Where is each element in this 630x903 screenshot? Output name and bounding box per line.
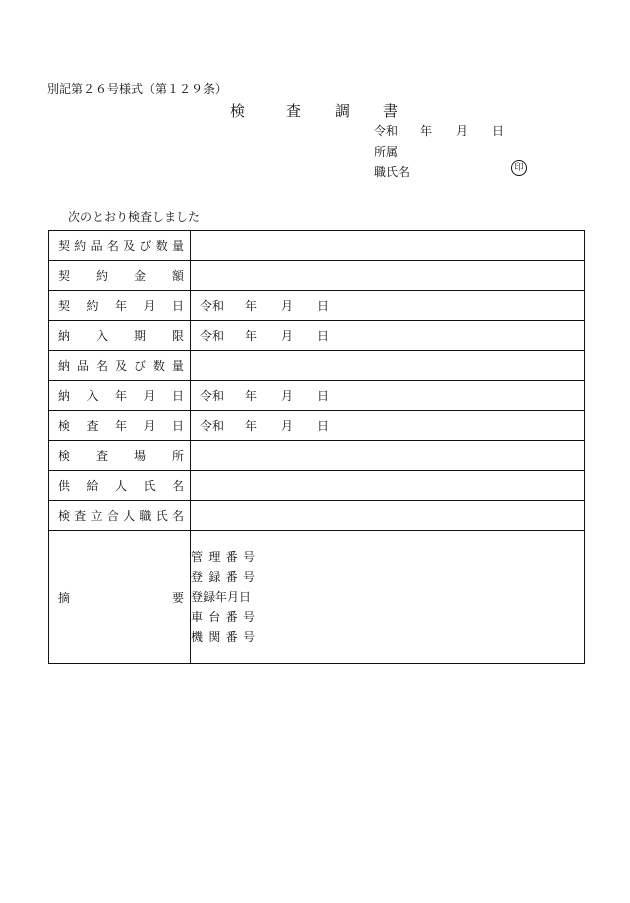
value-field[interactable] xyxy=(191,441,585,471)
label-char: 契 xyxy=(58,299,71,313)
date-part: 年 xyxy=(245,329,258,343)
date-part: 月 xyxy=(281,299,294,313)
table-row xyxy=(49,381,585,411)
label-char: 名 xyxy=(106,239,119,253)
label-char: 給 xyxy=(86,479,99,493)
header-date xyxy=(374,122,504,139)
label-char: 査 xyxy=(95,449,108,463)
date-field[interactable] xyxy=(191,411,585,441)
name-label: 職氏名 xyxy=(374,165,411,179)
row-label xyxy=(49,321,191,351)
label-char: 期 xyxy=(133,329,146,343)
inspection-table xyxy=(48,230,585,664)
remarks-row xyxy=(49,531,585,664)
date-part: 年 xyxy=(245,299,258,313)
label-char: 日 xyxy=(171,299,184,313)
label-char: 立 xyxy=(90,509,103,523)
remarks-char: 車 xyxy=(191,610,204,624)
label-char: 入 xyxy=(86,389,99,403)
date-part: 令和 xyxy=(200,329,225,343)
remarks-item xyxy=(191,567,255,587)
seal-mark: 印 xyxy=(511,160,527,176)
remarks-char: 番 xyxy=(225,570,238,584)
department-label: 所属 xyxy=(374,145,399,159)
remarks-char: 登 xyxy=(191,570,204,584)
label-char: 合 xyxy=(106,509,119,523)
label-char: 検 xyxy=(58,509,71,523)
remarks-char: 理 xyxy=(208,550,221,564)
label-char: 名 xyxy=(171,479,184,493)
remarks-char: 登録年月日 xyxy=(191,590,252,604)
title-char: 査 xyxy=(286,102,302,120)
date-part: 令和 xyxy=(200,419,225,433)
label-char: 品 xyxy=(76,359,89,373)
label-char: 検 xyxy=(58,419,71,433)
date-field[interactable] xyxy=(191,381,585,411)
year-label: 年 xyxy=(420,124,433,138)
month-label: 月 xyxy=(456,124,469,138)
value-field[interactable] xyxy=(191,351,585,381)
form-number-label: 別記第２６号様式（第１２９条） xyxy=(47,82,228,96)
remarks-char: 番 xyxy=(225,610,238,624)
date-part: 年 xyxy=(245,419,258,433)
label-char: 月 xyxy=(143,389,156,403)
label-char: 限 xyxy=(171,329,184,343)
label-char: 査 xyxy=(74,509,87,523)
label-char: 品 xyxy=(90,239,103,253)
intro-text: 次のとおり検査しました xyxy=(68,210,201,224)
date-part: 日 xyxy=(317,419,330,433)
date-part: 日 xyxy=(317,329,330,343)
label-char: 契 xyxy=(58,239,71,253)
label-char: 所 xyxy=(171,449,184,463)
label-char: 職 xyxy=(139,509,152,523)
label-char: 及 xyxy=(114,359,127,373)
value-field[interactable] xyxy=(191,261,585,291)
label-char: 数 xyxy=(152,359,165,373)
table-row xyxy=(49,501,585,531)
table-row xyxy=(49,471,585,501)
table-row xyxy=(49,261,585,291)
row-label xyxy=(49,231,191,261)
label-char: 契 xyxy=(58,269,71,283)
label-char: 金 xyxy=(133,269,146,283)
label-char: 及 xyxy=(123,239,136,253)
label-char: 年 xyxy=(114,299,127,313)
value-field[interactable] xyxy=(191,471,585,501)
table-row xyxy=(49,231,585,261)
label-char: び xyxy=(139,239,152,253)
label-char: 年 xyxy=(114,419,127,433)
document-title xyxy=(230,100,398,121)
label-char: 場 xyxy=(133,449,146,463)
date-part: 月 xyxy=(281,329,294,343)
date-part: 令和 xyxy=(200,389,225,403)
title-char: 調 xyxy=(335,102,351,120)
row-label xyxy=(49,381,191,411)
label-char: 人 xyxy=(114,479,127,493)
table-row xyxy=(49,321,585,351)
label-char: 氏 xyxy=(143,479,156,493)
label-char: 要 xyxy=(171,590,184,605)
label-char: 約 xyxy=(95,269,108,283)
label-char: 供 xyxy=(58,479,71,493)
label-char: 納 xyxy=(58,389,71,403)
remarks-char: 号 xyxy=(242,570,255,584)
date-part: 令和 xyxy=(200,299,225,313)
label-char: 額 xyxy=(171,269,184,283)
label-char: 検 xyxy=(58,449,71,463)
label-char: び xyxy=(133,359,146,373)
date-part: 日 xyxy=(317,389,330,403)
label-char: 量 xyxy=(171,359,184,373)
remarks-char: 番 xyxy=(225,550,238,564)
remarks-char: 録 xyxy=(208,570,221,584)
label-char: 納 xyxy=(58,329,71,343)
row-label xyxy=(49,291,191,321)
remarks-field[interactable] xyxy=(191,531,585,664)
remarks-char: 機 xyxy=(191,630,204,644)
label-char: 人 xyxy=(123,509,136,523)
row-label xyxy=(49,351,191,381)
label-char: 約 xyxy=(86,299,99,313)
remarks-char: 号 xyxy=(242,630,255,644)
label-char: 月 xyxy=(143,419,156,433)
value-field[interactable] xyxy=(191,231,585,261)
date-field[interactable] xyxy=(191,321,585,351)
label-char: 入 xyxy=(95,329,108,343)
date-part: 月 xyxy=(281,389,294,403)
remarks-item xyxy=(191,607,255,627)
remarks-item xyxy=(191,627,255,647)
era-label: 令和 xyxy=(374,124,399,138)
row-label xyxy=(49,261,191,291)
title-char: 書 xyxy=(383,102,399,120)
table-row xyxy=(49,351,585,381)
date-part: 月 xyxy=(281,419,294,433)
date-field[interactable] xyxy=(191,291,585,321)
remarks-item xyxy=(191,547,255,567)
day-label: 日 xyxy=(492,124,505,138)
table-row xyxy=(49,411,585,441)
row-label xyxy=(49,471,191,501)
label-char: 日 xyxy=(171,419,184,433)
row-label xyxy=(49,501,191,531)
label-char: 名 xyxy=(171,509,184,523)
value-field[interactable] xyxy=(191,501,585,531)
table-row xyxy=(49,441,585,471)
label-char: 量 xyxy=(171,239,184,253)
date-part: 年 xyxy=(245,389,258,403)
remarks-char: 台 xyxy=(208,610,221,624)
label-char: 年 xyxy=(114,389,127,403)
title-char: 検 xyxy=(230,102,246,120)
remarks-char: 関 xyxy=(208,630,221,644)
row-label xyxy=(49,411,191,441)
remarks-item xyxy=(191,587,255,607)
remarks-char: 番 xyxy=(225,630,238,644)
label-char: 月 xyxy=(143,299,156,313)
label-char: 査 xyxy=(86,419,99,433)
remarks-char: 管 xyxy=(191,550,204,564)
label-char: 約 xyxy=(74,239,87,253)
date-part: 日 xyxy=(317,299,330,313)
label-char: 日 xyxy=(171,389,184,403)
remarks-label xyxy=(49,531,191,664)
row-label xyxy=(49,441,191,471)
label-char: 氏 xyxy=(155,509,168,523)
label-char: 数 xyxy=(155,239,168,253)
table-row xyxy=(49,291,585,321)
label-char: 摘 xyxy=(58,590,71,605)
remarks-char: 号 xyxy=(242,610,255,624)
remarks-char: 号 xyxy=(242,550,255,564)
label-char: 納 xyxy=(58,359,71,373)
label-char: 名 xyxy=(95,359,108,373)
